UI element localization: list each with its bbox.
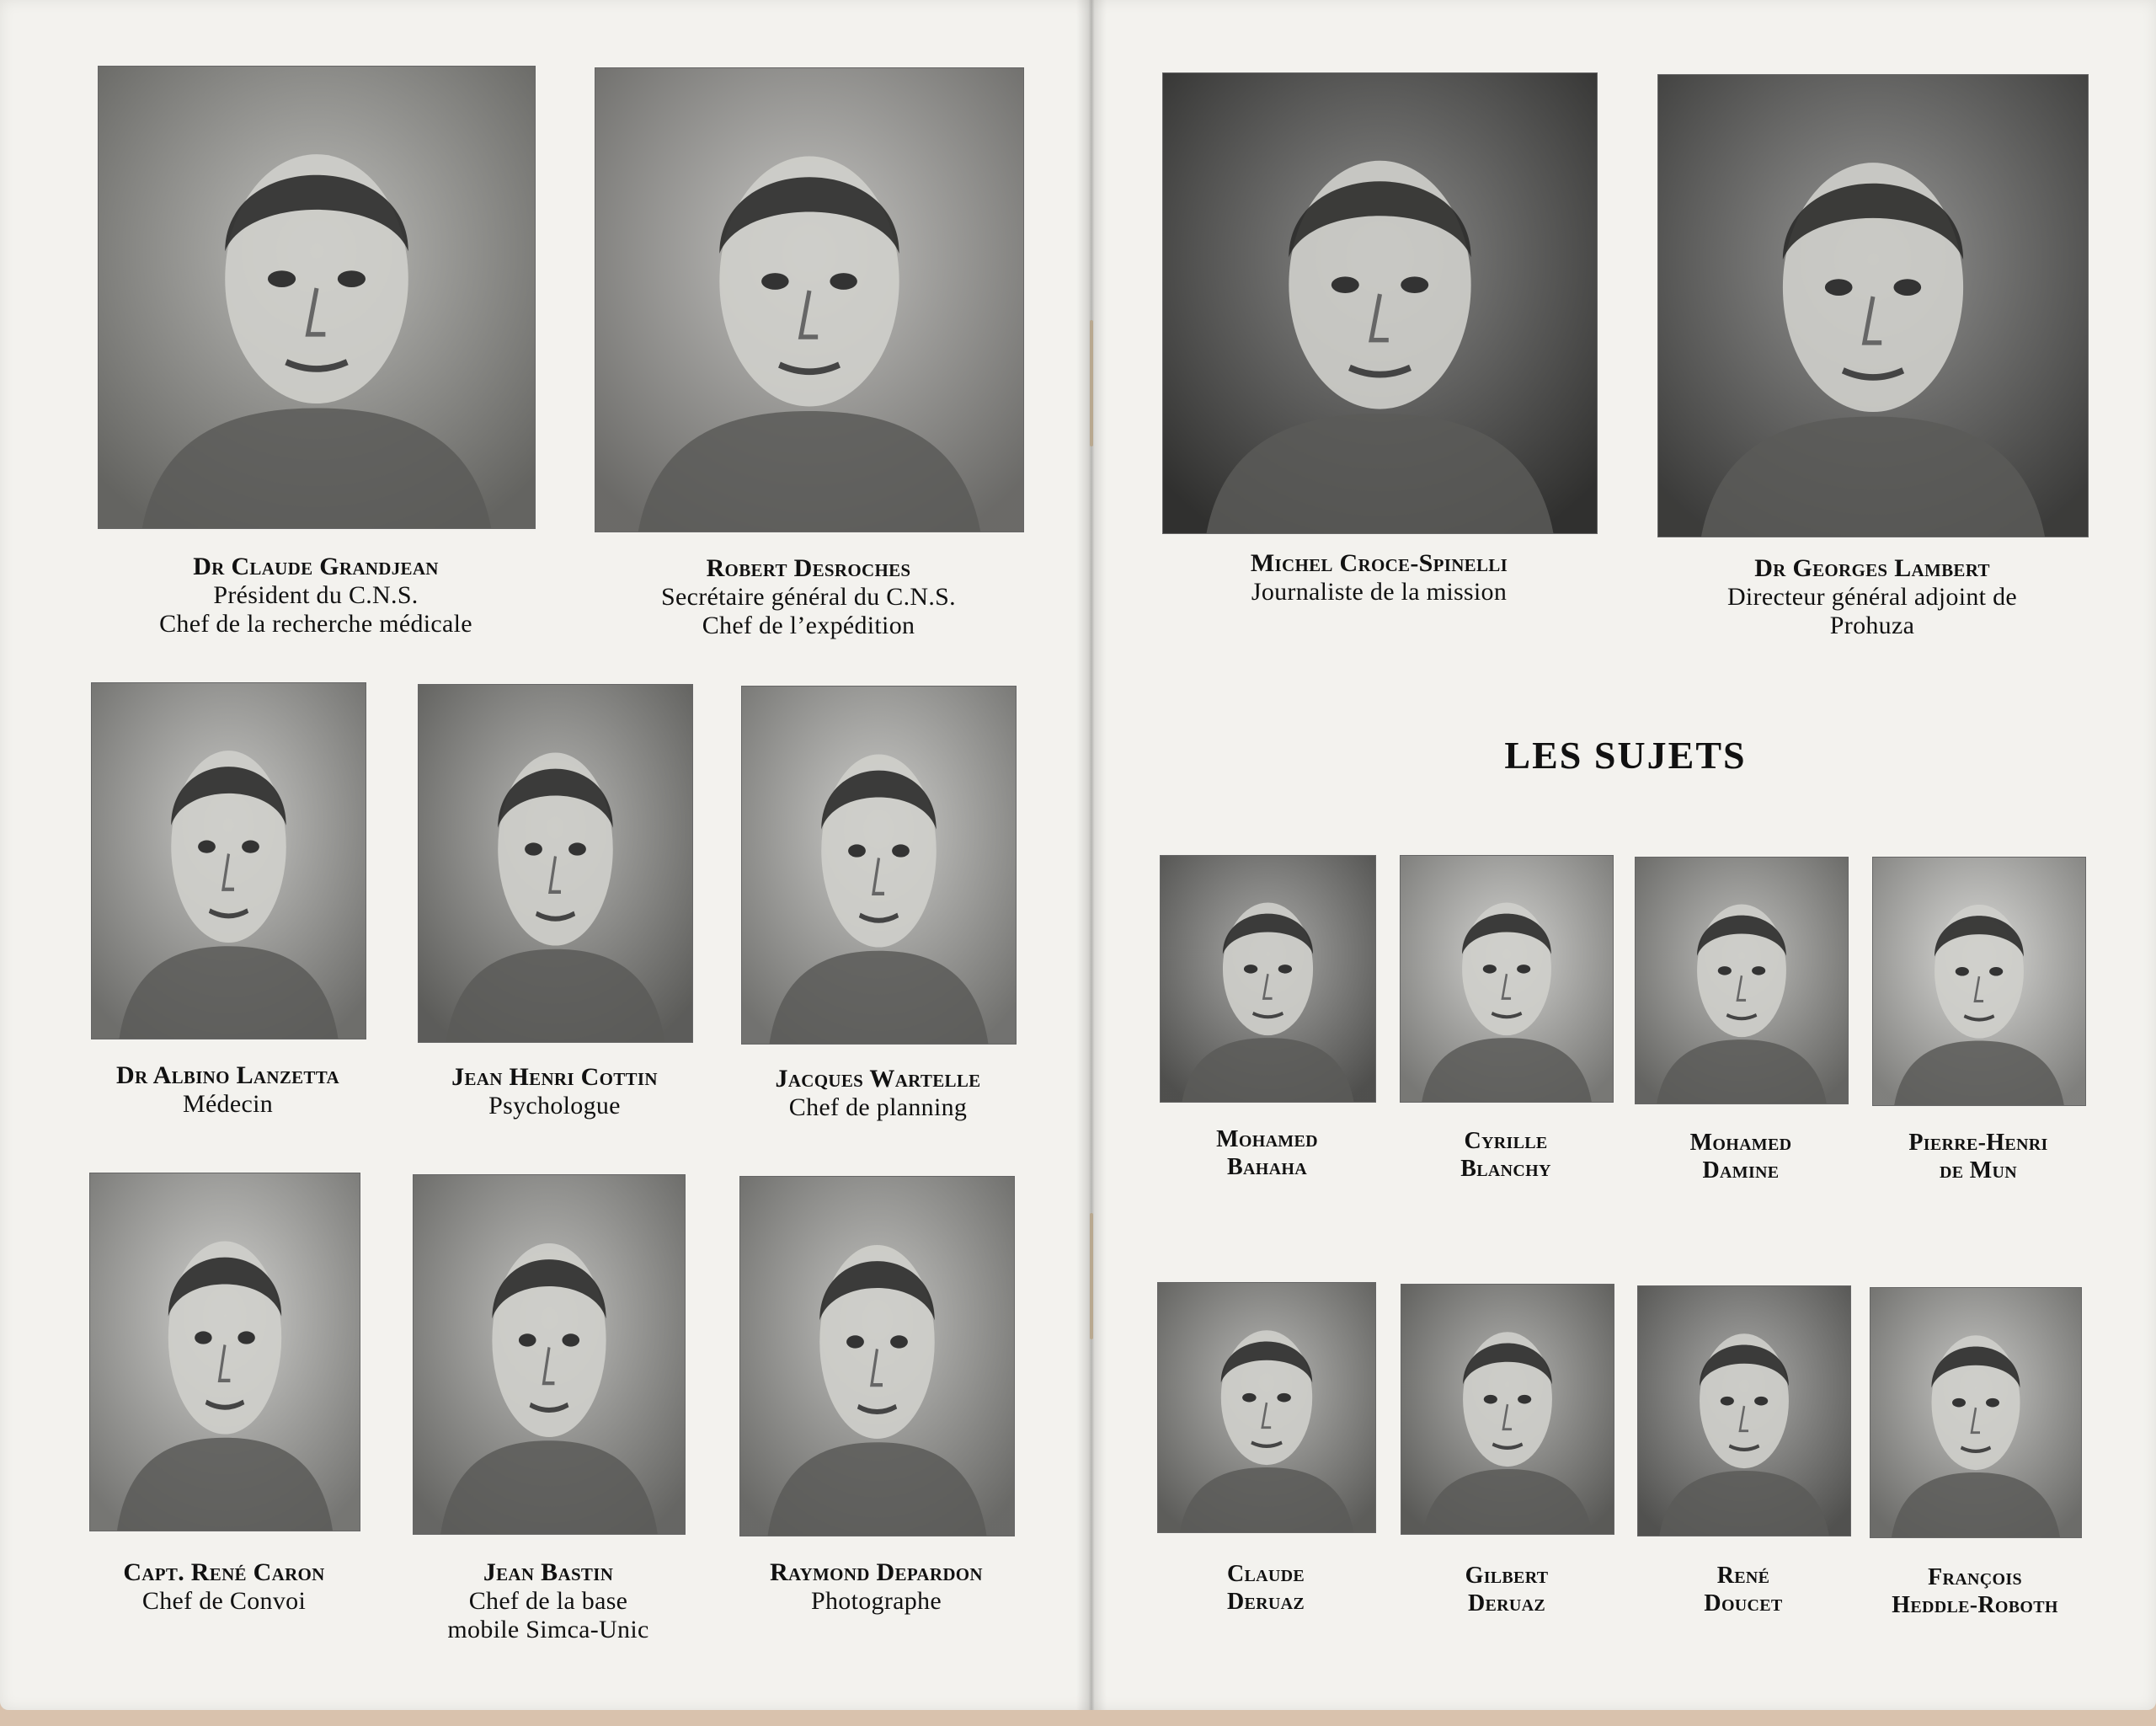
staff-caption — [706, 1558, 1047, 1616]
staff-caption — [1129, 549, 1630, 607]
subject-name-first: René — [1716, 1563, 1770, 1589]
portrait-photo — [92, 683, 366, 1039]
staff-name: Jean Bastin — [483, 1558, 614, 1586]
staff-role-line: Chef de Convoi — [141, 1587, 307, 1615]
staff-photo — [413, 1174, 686, 1535]
staff-role-line: Chef de l’expédition — [702, 612, 915, 639]
binding-stitch — [1090, 320, 1093, 446]
subject-photo — [1160, 855, 1376, 1103]
staff-photo — [91, 682, 366, 1039]
subject-photo — [1157, 1282, 1376, 1533]
staff-caption — [384, 1063, 725, 1120]
staff-caption — [707, 1065, 1049, 1122]
staff-caption — [1624, 554, 2121, 640]
staff-role-line: Chef de planning — [788, 1093, 968, 1121]
staff-role-line: Secrétaire général du C.N.S. — [661, 583, 956, 611]
staff-caption — [64, 553, 568, 639]
portrait-photo — [90, 1173, 360, 1531]
portrait-photo — [1873, 858, 2085, 1105]
subject-name-first: Mohamed — [1216, 1126, 1318, 1152]
section-title-les-sujets: LES SUJETS — [1504, 734, 1747, 777]
staff-name: Dr Georges Lambert — [1754, 554, 1990, 582]
staff-photo — [98, 66, 536, 529]
staff-name: Dr Albino Lanzetta — [116, 1061, 339, 1089]
subject-photo — [1635, 857, 1849, 1104]
subject-name-last: de Mun — [1940, 1157, 2017, 1184]
staff-caption — [561, 554, 1056, 640]
staff-photo — [418, 684, 693, 1043]
subject-name-first: Claude — [1226, 1561, 1305, 1587]
staff-caption — [56, 1558, 392, 1616]
staff-role-line: Chef de la base — [468, 1587, 628, 1615]
portrait-photo — [1401, 1285, 1614, 1534]
staff-role-line: Médecin — [182, 1090, 274, 1118]
staff-photo — [741, 686, 1017, 1045]
subject-name-last: Heddle-Roboth — [1892, 1592, 2058, 1618]
staff-role-line: Prohuza — [1829, 612, 1915, 639]
staff-name: Robert Desroches — [706, 554, 911, 582]
subject-name-first: Gilbert — [1465, 1563, 1549, 1589]
staff-name: Jacques Wartelle — [775, 1065, 981, 1093]
staff-role-line: Directeur général adjoint de — [1726, 583, 2018, 611]
portrait-photo — [414, 1175, 685, 1534]
subject-photo — [1872, 857, 2086, 1106]
book-gutter — [1076, 0, 1107, 1710]
staff-role-line: Psychologue — [488, 1092, 621, 1119]
staff-role-line: Chef de la recherche médicale — [159, 610, 472, 638]
subject-name-last: Damine — [1702, 1157, 1780, 1184]
staff-name: Dr Claude Grandjean — [193, 553, 439, 580]
binding-stitch — [1090, 1213, 1093, 1339]
staff-photo — [1657, 74, 2089, 537]
subject-name-last: Deruaz — [1467, 1590, 1546, 1616]
subject-name-last: Doucet — [1704, 1590, 1783, 1616]
subject-caption — [1123, 1560, 1408, 1616]
portrait-photo — [419, 685, 692, 1042]
staff-role-line: mobile Simca-Unic — [447, 1616, 649, 1643]
staff-name: Capt. René Caron — [123, 1558, 325, 1586]
portrait-photo — [595, 68, 1023, 532]
staff-photo — [1162, 72, 1598, 534]
subject-name-last: Deruaz — [1226, 1589, 1305, 1615]
portrait-photo — [1658, 75, 2088, 537]
subject-name-last: Bahaha — [1227, 1154, 1307, 1180]
subject-photo — [1401, 1284, 1614, 1535]
portrait-photo — [740, 1177, 1014, 1536]
staff-name: Jean Henri Cottin — [451, 1063, 658, 1091]
staff-caption — [57, 1061, 398, 1119]
portrait-photo — [1638, 1286, 1850, 1536]
portrait-photo — [1161, 856, 1375, 1102]
subject-caption — [1838, 1129, 2118, 1184]
staff-caption — [379, 1558, 718, 1644]
staff-photo — [89, 1173, 360, 1531]
portrait-photo — [1163, 73, 1597, 533]
staff-name: Raymond Depardon — [770, 1558, 983, 1586]
subject-name-first: Cyrille — [1464, 1128, 1548, 1154]
subject-photo — [1637, 1285, 1851, 1536]
portrait-photo — [1401, 856, 1613, 1102]
portrait-photo — [1158, 1283, 1375, 1532]
staff-photo — [739, 1176, 1015, 1536]
staff-role-line: Président du C.N.S. — [213, 581, 419, 609]
portrait-photo — [742, 687, 1016, 1044]
staff-role-line: Photographe — [811, 1587, 942, 1615]
subject-photo — [1400, 855, 1614, 1103]
staff-photo — [595, 67, 1024, 532]
subject-photo — [1870, 1287, 2082, 1538]
staff-role-line: Journaliste de la mission — [1251, 578, 1508, 606]
subject-name-first: François — [1928, 1564, 2022, 1590]
portrait-photo — [1870, 1288, 2081, 1537]
subject-name-first: Mohamed — [1689, 1130, 1792, 1156]
portrait-photo — [1636, 858, 1848, 1103]
portrait-photo — [99, 67, 535, 528]
subject-name-first: Pierre-Henri — [1908, 1130, 2048, 1156]
subject-caption — [1836, 1563, 2114, 1619]
staff-name: Michel Croce-Spinelli — [1250, 549, 1508, 577]
subject-name-last: Blanchy — [1460, 1156, 1551, 1182]
